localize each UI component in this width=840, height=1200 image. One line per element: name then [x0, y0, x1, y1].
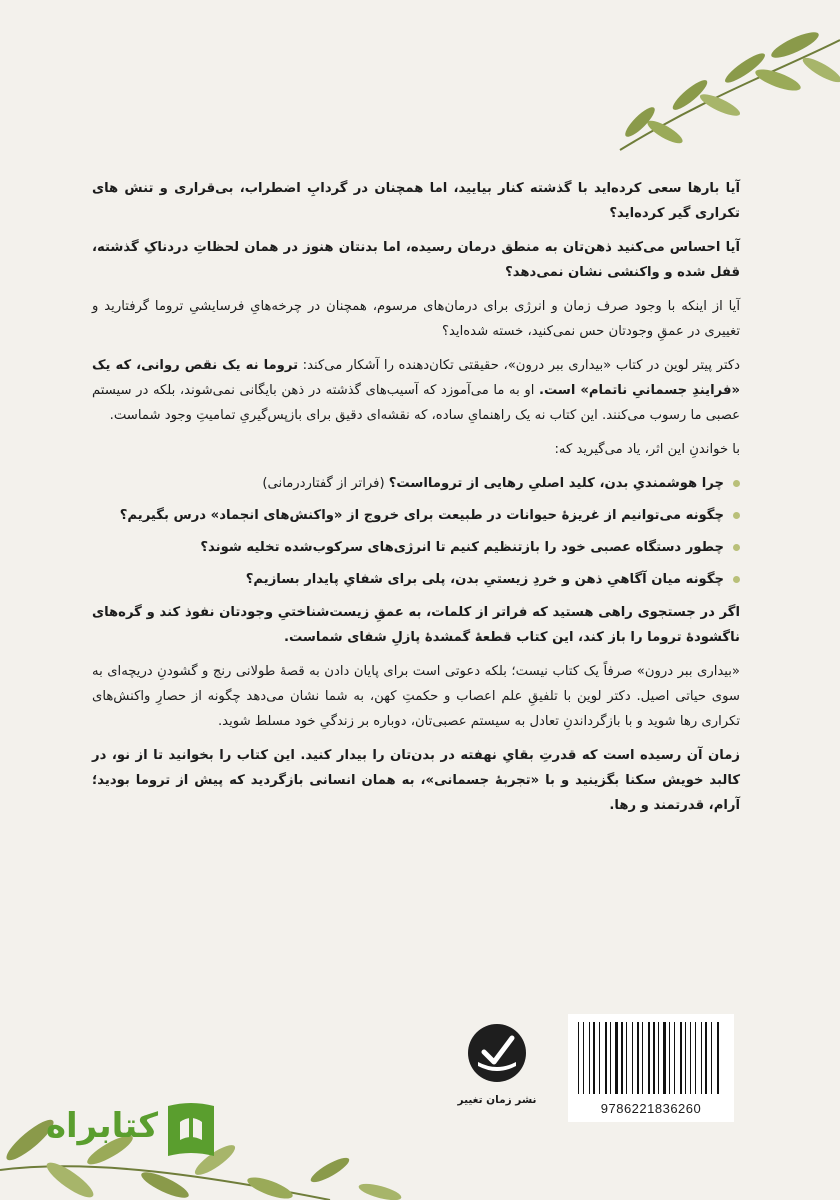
isbn-barcode [568, 1014, 734, 1122]
learning-point-3: چطور دستگاه عصبی خود را بازتنظیم کنیم تا انرژی‌های سرکوب‌شده تخلیه شوند؟ [92, 535, 740, 560]
learning-points-list [92, 471, 740, 592]
isbn-number: 9786221836260 [600, 1101, 702, 1116]
ketabrah-wordmark: کتابراه [45, 1106, 158, 1146]
search-paragraph: اگر در جستجوی راهی هستید که فراتر از کلمات، به عمقِ زیست‌شناختیِ وجودتان نفوذ کند و گره‌های ناگشودهٔ تروما را باز کند، این کتاب قطعهٔ گمشدهٔ پازلِ شفای شماست. [92, 605, 740, 645]
summary-paragraph [92, 353, 740, 428]
barcode-bars [576, 1022, 726, 1094]
learning-point-2: چگونه می‌توانیم از غریزهٔ حیوانات در طبیعت برای خروج از «واکنش‌های انجماد» درس بگیریم؟ [92, 503, 740, 528]
summary-rest: او به ما می‌آموزد که آسیب‌های گذشته در ذهن بایگانی نمی‌شوند، بلکه در سیستم عصبی ما رسوب می‌کنند. این کتاب نه یک راهنمایِ ساده، که نقشه‌ای دقیق برای بازپس‌گیریِ تمامیتِ وجود شماست. [92, 383, 740, 423]
learning-point-1 [92, 471, 740, 496]
learning-point-1-text: چرا هوشمندیِ بدن، کلید اصلیِ رهایی از ترومااست؟ [388, 476, 724, 491]
olive-branch-top-right [540, 0, 840, 170]
summary-lead: دکتر پیتر لوین در کتاب «بیداری ببر درون»، حقیقتی تکان‌دهنده را آشکار می‌کند: [298, 358, 740, 373]
intro-question-2: آیا احساس می‌کنید ذهن‌تان به منطق درمان رسیده، اما بدنتان هنوز در همان لحظاتِ دردناکِ گذشته، قفل شده و واکنشی نشان نمی‌دهد؟ [92, 240, 740, 280]
publisher-block [452, 1022, 542, 1106]
learning-point-1-note: (فراتر از گفتاردرمانی) [262, 476, 389, 491]
description-text [92, 176, 740, 827]
intro-question-1: آیا بارها سعی کرده‌اید با گذشته کنار بیایید، اما همچنان در گردابِ اضطراب، بی‌قراری و تنش های تکراری گیر کرده‌اید؟ [92, 181, 740, 221]
ketabrah-logo [38, 1098, 228, 1162]
closing-paragraph: زمان آن رسیده است که قدرتِ بقایِ نهفته در بدن‌تان را بیدار کنید. این کتاب را بخوانید تا از نو، در کالبد خویش سکنا بگزینید و با «تجربهٔ جسمانی»، به همان انسانی بازگردید که پیش از تروما بودید؛ آرام، قدرتمند و رها. [92, 748, 740, 813]
intro-question-3: آیا از اینکه با وجود صرف زمان و انرژی برای درمان‌های مرسوم، همچنان در چرخه‌هایِ فرسایشیِ تروما گرفتارید و تغییری در عمقِ وجودتان حس نمی‌کنید، خسته شده‌اید؟ [92, 299, 740, 339]
invite-paragraph: «بیداری ببر درون» صرفاً یک کتاب نیست؛ بلکه دعوتی است برای پایان دادن به قصهٔ طولانی رنج و گشودنِ دریچه‌ای به سوی حیاتی اصیل. دکتر لوین با تلفیقِ علم اعصاب و حکمتِ کهن، به شما نشان می‌دهد چگونه از حصارِ واکنش‌های تکراری رها شوید و با بازگرداندنِ تعادل به سیستم عصبی‌تان، دوباره بر زندگیِ خود مسلط شوید. [92, 664, 740, 729]
book-icon [162, 1100, 220, 1166]
summary-bold: تروما نه یک نقص روانی، که یک «فرایندِ جسمانیِ ناتمام» است. [92, 358, 740, 398]
publisher-name: نشر زمان تغییر [457, 1094, 537, 1106]
publisher-logo-icon [466, 1022, 528, 1084]
learning-point-4: چگونه میان آگاهیِ ذهن و خردِ زیستیِ بدن، پلی برای شفایِ پایدار بسازیم؟ [92, 567, 740, 592]
learn-intro: با خواندنِ این اثر، یاد می‌گیرید که: [554, 442, 740, 457]
